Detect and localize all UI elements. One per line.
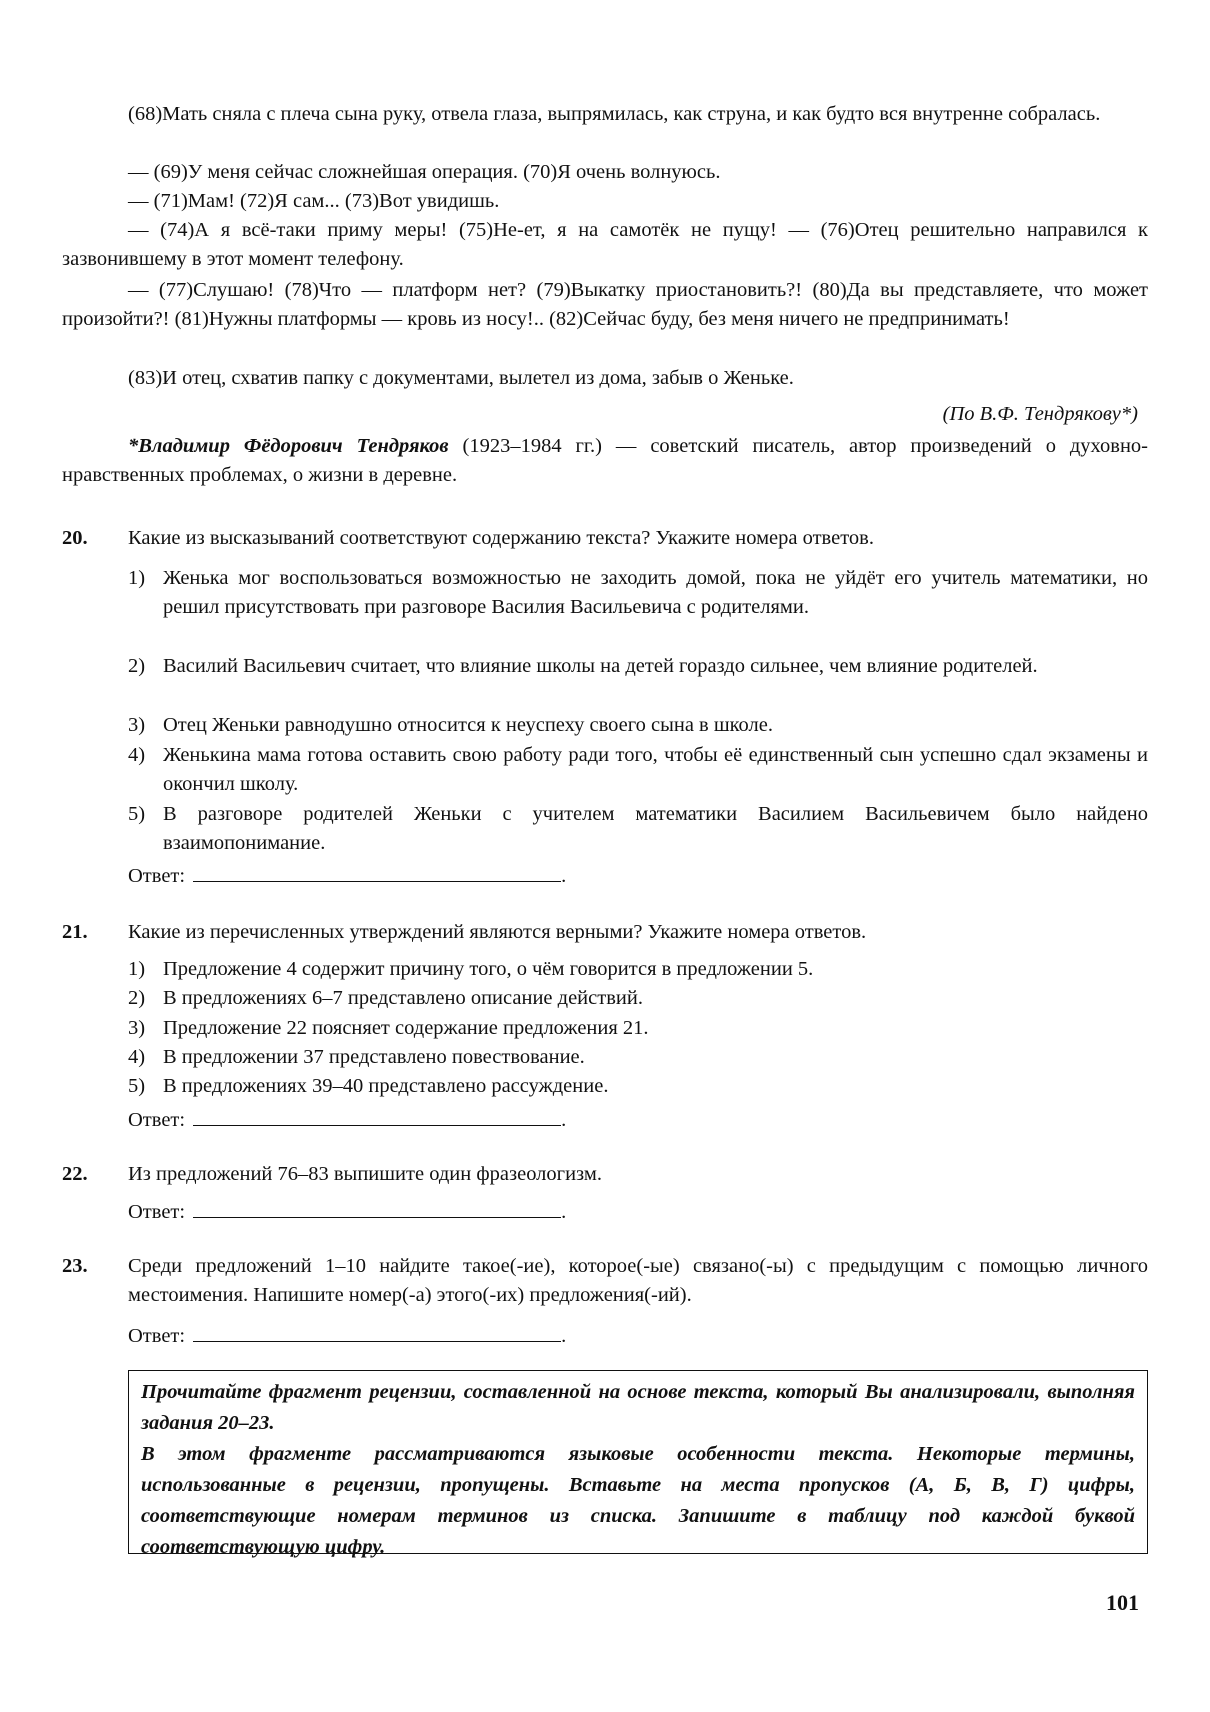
question-21-text: Какие из перечисленных утверждений являются верными? Укажите номера ответов.	[128, 921, 867, 943]
q20-option-2: 2) Василий Васильевич считает, что влияние школы на детей гораздо сильнее, чем влияние родителей.	[128, 655, 1038, 677]
page-number: 101	[1106, 1590, 1139, 1615]
q21-answer-field[interactable]	[193, 1107, 561, 1126]
question-21-number: 21.	[62, 921, 88, 943]
author-description: (1923–1984 гг.) — советский писатель, автор произведений о духовно-нравственных проблемах, о жизни в деревне.	[62, 435, 1148, 486]
box-paragraph-2: В этом фрагменте рассматриваются языковые особенности текста. Некоторые термины, использованные в рецензии, пропущены. Вставьте на места пропусков (А, Б, В, Г) цифры, соответствующие номерам терминов из списка. Запишите в таблицу под каждой буквой соответствующую цифру.	[141, 1443, 1135, 1558]
q20-answer: Ответ: .	[128, 865, 567, 887]
q20-option-3: 3) Отец Женьки равнодушно относится к неуспеху своего сына в школе.	[128, 714, 773, 736]
sentence-69: — (69)У меня сейчас сложнейшая операция. (70)Я очень волнуюсь.	[128, 161, 721, 183]
question-22-text: Из предложений 76–83 выпишите один фразеологизм.	[128, 1163, 602, 1185]
q21-option-3: 3) Предложение 22 поясняет содержание предложения 21.	[128, 1017, 649, 1039]
q21-option-1: 1) Предложение 4 содержит причину того, о чём говорится в предложении 5.	[128, 958, 814, 980]
q20-option-5: 5) В разговоре родителей Женьки с учителем математики Василием Васильевичем было найдено взаимопонимание.	[128, 803, 1148, 854]
review-instruction-box	[128, 1370, 1148, 1558]
q22-answer-field[interactable]	[193, 1199, 561, 1218]
box-paragraph-1: Прочитайте фрагмент рецензии, составленной на основе текста, который Вы анализировали, выполняя задания 20–23.	[141, 1381, 1135, 1434]
q23-answer: Ответ: .	[128, 1325, 567, 1347]
author-name: *Владимир Фёдорович Тендряков	[128, 435, 449, 457]
source-attribution: (По В.Ф. Тендрякову*)	[942, 403, 1138, 425]
sentence-68: (68)Мать сняла с плеча сына руку, отвела глаза, выпрямилась, как струна, и как будто вся внутренне собралась.	[128, 103, 1101, 125]
sentence-77: — (77)Слушаю! (78)Что — платформ нет? (79)Выкатку приостановить?! (80)Да вы представляете, что может произойти?! (81)Нужны платформы — кровь из носу!.. (82)Сейчас буду, без меня ничего не предпринимать!	[62, 279, 1148, 330]
question-23-number: 23.	[62, 1255, 88, 1277]
sentence-74: — (74)А я всё-таки приму меры! (75)Не-ет, я на самотёк не пущу! — (76)Отец решительно направился к зазвонившему в этот момент телефону.	[62, 219, 1148, 270]
question-20-number: 20.	[62, 527, 88, 549]
q20-answer-field[interactable]	[193, 863, 561, 882]
author-footnote	[62, 432, 1148, 490]
q21-option-4: 4) В предложении 37 представлено повествование.	[128, 1046, 585, 1068]
sentence-71: — (71)Мам! (72)Я сам... (73)Вот увидишь.	[128, 190, 500, 212]
question-22-number: 22.	[62, 1163, 88, 1185]
q22-answer: Ответ: .	[128, 1201, 567, 1223]
question-20-text: Какие из высказываний соответствуют содержанию текста? Укажите номера ответов.	[128, 527, 874, 549]
sentence-83: (83)И отец, схватив папку с документами, вылетел из дома, забыв о Женьке.	[128, 367, 794, 389]
q23-answer-field[interactable]	[193, 1323, 561, 1342]
q20-option-4: 4) Женькина мама готова оставить свою работу ради того, чтобы её единственный сын успешно сдал экзамены и окончил школу.	[128, 744, 1148, 795]
q21-answer: Ответ: .	[128, 1109, 567, 1131]
q20-option-1: 1) Женька мог воспользоваться возможностью не заходить домой, пока не уйдёт его учитель математики, но решил присутствовать при разговоре Василия Васильевича с родителями.	[128, 567, 1148, 618]
question-23-text: Среди предложений 1–10 найдите такое(-ие), которое(-ые) связано(-ы) с предыдущим с помощью личного местоимения. Напишите номер(-а) этого(-их) предложения(-ий).	[128, 1255, 1148, 1306]
q21-option-5: 5) В предложениях 39–40 представлено рассуждение.	[128, 1075, 609, 1097]
q21-option-2: 2) В предложениях 6–7 представлено описание действий.	[128, 987, 643, 1009]
